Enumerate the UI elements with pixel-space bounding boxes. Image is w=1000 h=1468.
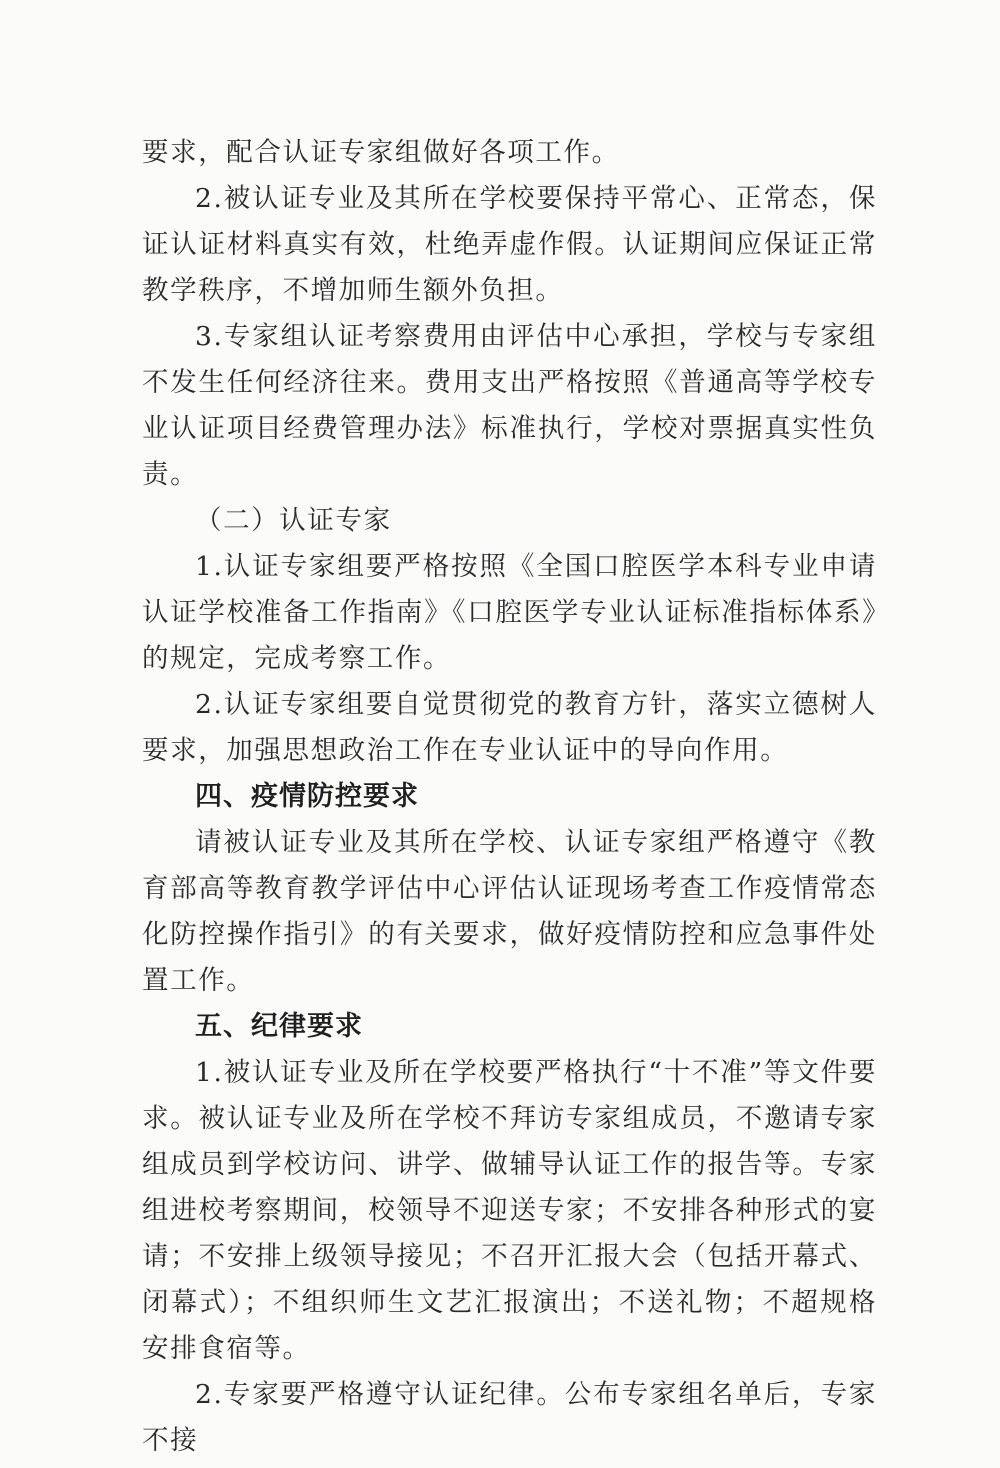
paragraph-item-3-expenses: 3.专家组认证考察费用由评估中心承担，学校与专家组不发生任何经济往来。费用支出严格按照《普通高等学校专业认证项目经费管理办法》标准执行，学校对票据真实性负责。 bbox=[142, 321, 877, 490]
paragraph-discipline-item-1: 1.被认证专业及所在学校要严格执行“十不准”等文件要求。被认证专业及所在学校不拜访专家组成员，不邀请专家组成员到学校访问、讲学、做辅导认证工作的报告等。专家组进校考察期间，校领导不迎送专家；不安排各种形式的宴请；不安排上级领导接见；不召开汇报大会（包括开幕式、闭幕式）；不组织师生文艺汇报演出；不送礼物；不超规格安排食宿等。 bbox=[142, 1057, 877, 1364]
subheading-experts: （二）认证专家 bbox=[195, 505, 392, 536]
heading-epidemic-control: 四、疫情防控要求 bbox=[195, 781, 419, 812]
paragraph-experts-item-1: 1.认证专家组要严格按照《全国口腔医学本科专业申请认证学校准备工作指南》《口腔医学专业认证标准指标体系》的规定，完成考察工作。 bbox=[142, 551, 877, 674]
heading-discipline: 五、纪律要求 bbox=[195, 1011, 363, 1042]
paragraph-item-2-integrity: 2.被认证专业及其所在学校要保持平常心、正常态，保证认证材料真实有效，杜绝弄虚作假。认证期间应保证正常教学秩序，不增加师生额外负担。 bbox=[142, 183, 877, 306]
paragraph-epidemic-control: 请被认证专业及其所在学校、认证专家组严格遵守《教育部高等教育教学评估中心评估认证现场考查工作疫情常态化防控操作指引》的有关要求，做好疫情防控和应急事件处置工作。 bbox=[142, 827, 877, 996]
paragraph-continuation: 要求，配合认证专家组做好各项工作。 bbox=[142, 137, 620, 168]
paragraph-experts-item-2: 2.认证专家组要自觉贯彻党的教育方针，落实立德树人要求，加强思想政治工作在专业认证中的导向作用。 bbox=[142, 689, 877, 766]
document-body bbox=[142, 130, 877, 1464]
paragraph-discipline-item-2: 2.专家要严格遵守认证纪律。公布专家组名单后，专家不接 bbox=[142, 1379, 877, 1456]
